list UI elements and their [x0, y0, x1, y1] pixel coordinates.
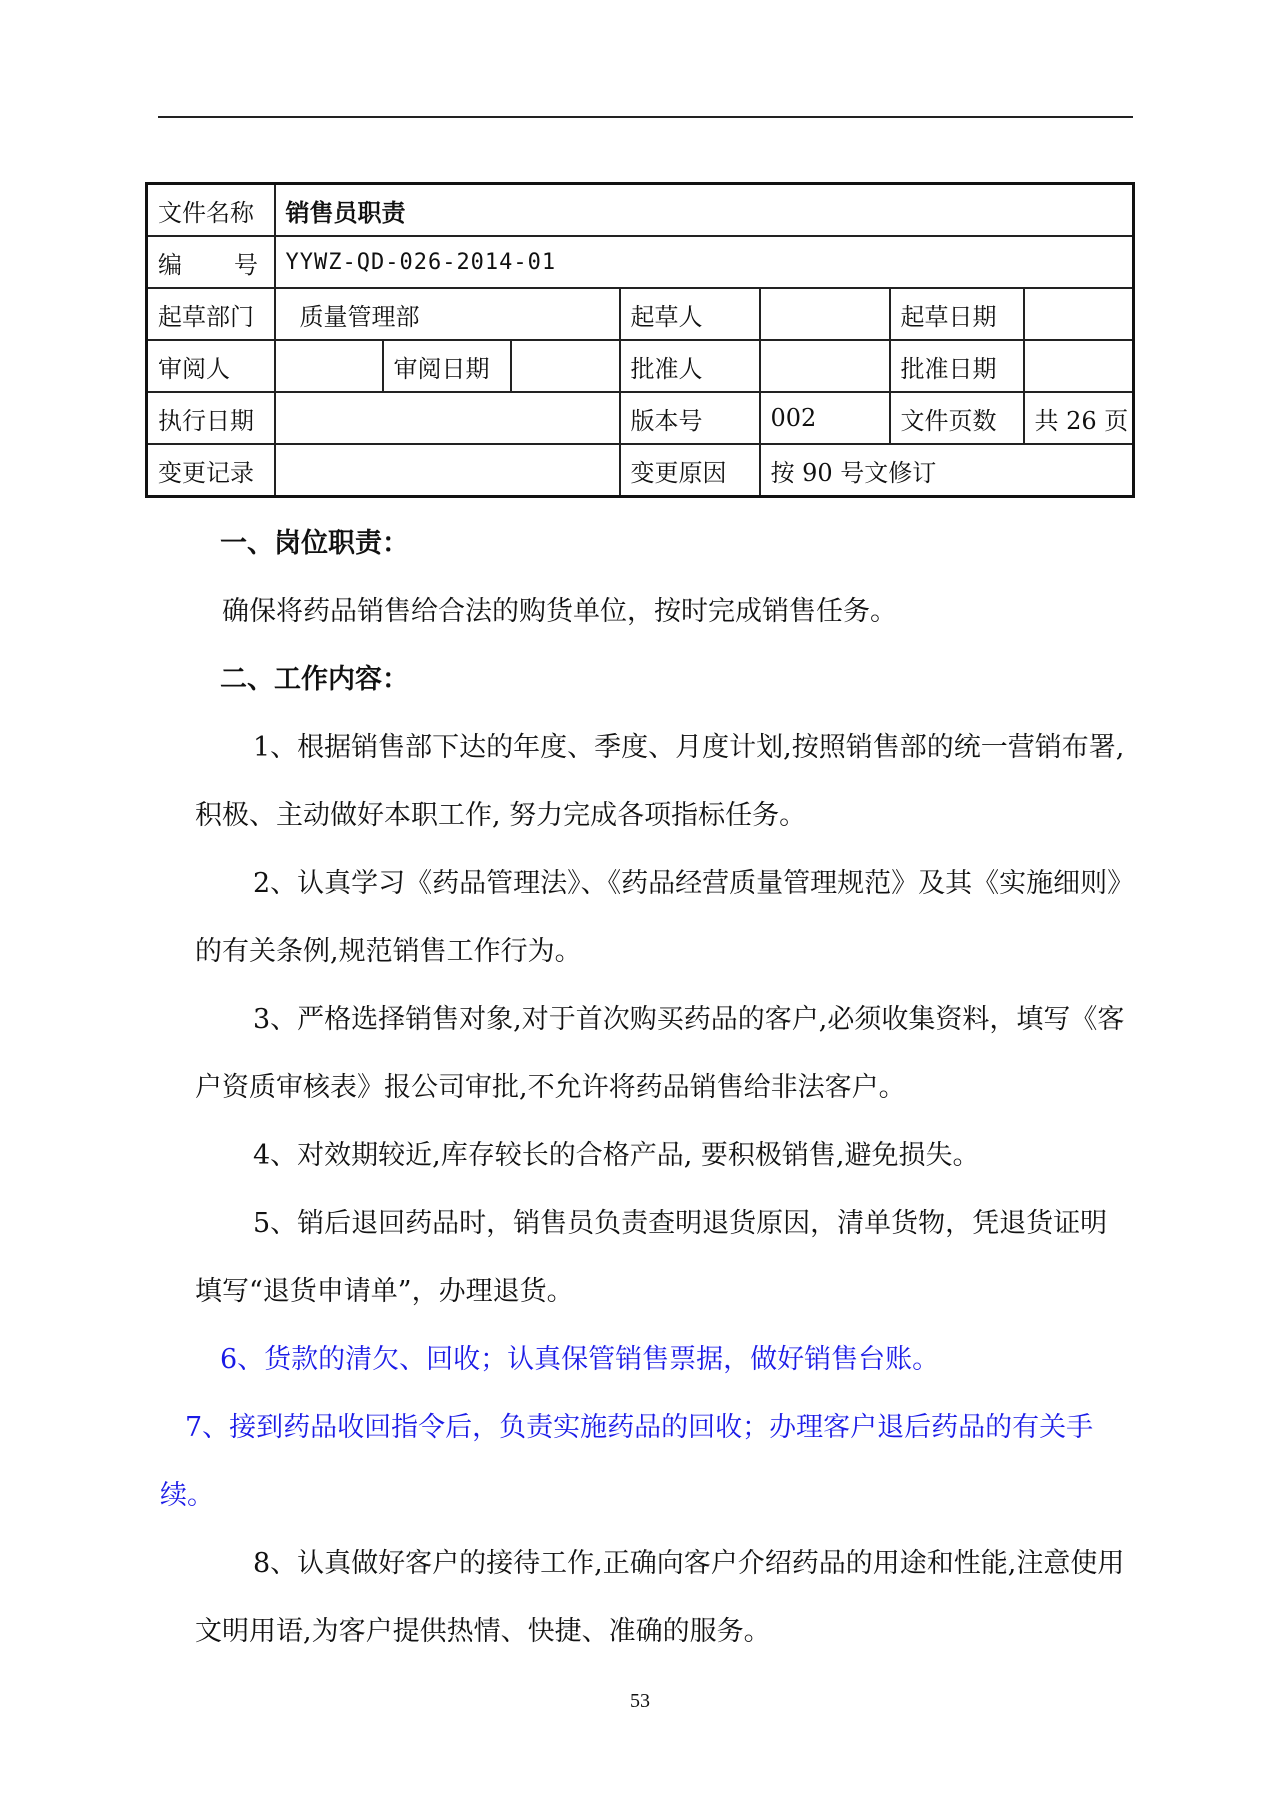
duty-text: 确保将药品销售给合法的购货单位，按时完成销售任务。: [222, 596, 897, 627]
table-row: [147, 288, 1134, 340]
file-name-value: 销售员职责: [275, 184, 1134, 237]
list-item: 5、销后退回药品时，销售员负责查明退货原因，清单货物，凭退货证明填写“退货申请单”，办理退货。: [195, 1208, 1108, 1307]
table-row: [147, 236, 1134, 288]
table-row: [147, 444, 1134, 497]
page-number: 53: [630, 1690, 650, 1712]
effective-date-value: [275, 392, 620, 444]
drafting-dept-label: 起草部门: [147, 288, 275, 340]
header-rule: [158, 116, 1133, 118]
list-item-highlighted: 7、接到药品收回指令后，负责实施药品的回收；办理客户退后药品的有关手续。: [160, 1412, 1094, 1511]
table-row: [147, 184, 1134, 237]
drafting-dept-value: 质量管理部: [275, 288, 620, 340]
change-record-label: 变更记录: [147, 444, 275, 497]
section-heading-work: 二、工作内容：: [220, 664, 409, 695]
list-item: 2、认真学习《药品管理法》、《药品经营质量管理规范》及其《实施细则》的有关条例,规范销售工作行为。: [195, 868, 1121, 967]
effective-date-label: 执行日期: [147, 392, 275, 444]
list-item-highlighted: 6、货款的清欠、回收；认真保管销售票据，做好销售台账。: [220, 1344, 940, 1375]
reviewer-label: 审阅人: [147, 340, 275, 392]
approval-date-value: [1024, 340, 1134, 392]
version-label: 版本号: [620, 392, 760, 444]
reviewer-value: [275, 340, 383, 392]
draft-date-label: 起草日期: [890, 288, 1024, 340]
document-meta-table: [145, 182, 1135, 498]
change-reason-value: 按 90 号文修订: [760, 444, 1134, 497]
list-item: 4、对效期较近,库存较长的合格产品, 要积极销售,避免损失。: [253, 1140, 980, 1171]
number-label-a: 编: [158, 250, 182, 279]
pages-label: 文件页数: [890, 392, 1024, 444]
number-label-b: 号: [234, 250, 258, 279]
list-item: 1、根据销售部下达的年度、季度、月度计划,按照销售部的统一营销布署,积极、主动做好本职工作, 努力完成各项指标任务。: [195, 732, 1125, 831]
drafter-value: [760, 288, 890, 340]
list-item: 3、严格选择销售对象,对于首次购买药品的客户,必须收集资料，填写《客户资质审核表》报公司审批,不允许将药品销售给非法客户。: [195, 1004, 1125, 1103]
drafter-label: 起草人: [620, 288, 760, 340]
review-date-label: 审阅日期: [383, 340, 511, 392]
approver-value: [760, 340, 890, 392]
review-date-value: [511, 340, 620, 392]
draft-date-value: [1024, 288, 1134, 340]
approval-date-label: 批准日期: [890, 340, 1024, 392]
change-reason-label: 变更原因: [620, 444, 760, 497]
section-heading-duty: 一、岗位职责：: [220, 528, 409, 559]
file-name-label: 文件名称: [147, 184, 275, 237]
number-value: YYWZ-QD-026-2014-01: [275, 236, 1134, 288]
table-row: [147, 340, 1134, 392]
table-row: [147, 392, 1134, 444]
version-value: 002: [760, 392, 890, 444]
document-body: [160, 510, 1130, 1666]
change-record-value: [275, 444, 620, 497]
approver-label: 批准人: [620, 340, 760, 392]
list-item: 8、认真做好客户的接待工作,正确向客户介绍药品的用途和性能,注意使用文明用语,为客户提供热情、快捷、准确的服务。: [195, 1548, 1125, 1647]
pages-value: 共 26 页: [1024, 392, 1134, 444]
number-label-cell: [147, 236, 275, 288]
